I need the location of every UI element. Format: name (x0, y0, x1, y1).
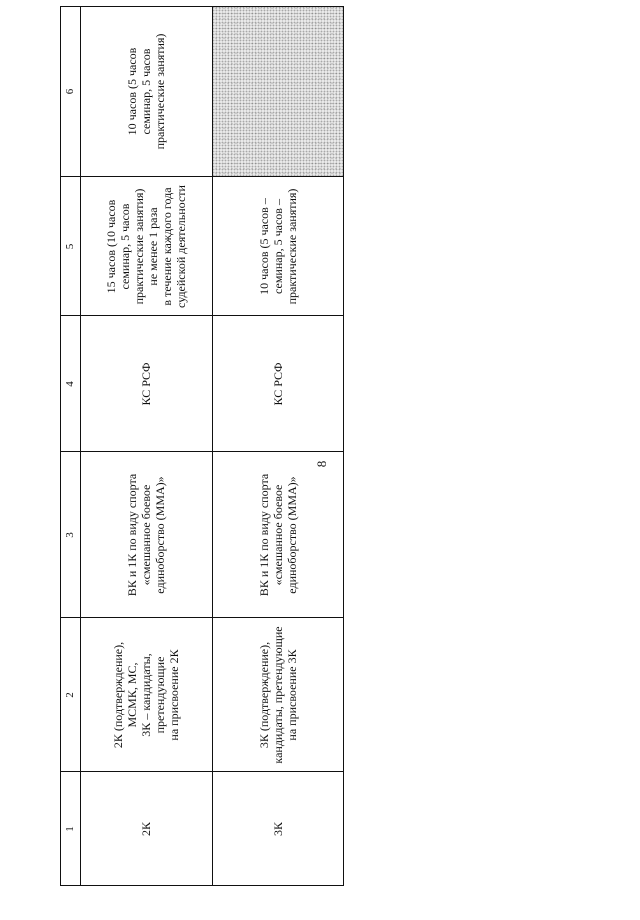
text-line: 2К (подтверждение), (111, 641, 125, 749)
text-line: 10 часов (5 часов (125, 47, 139, 136)
row-divider (212, 6, 213, 886)
requirements-table (60, 6, 344, 886)
text-line: на присвоение 2К (167, 649, 181, 741)
table-border-right (60, 6, 344, 7)
text-line: практические занятия) (153, 33, 167, 150)
column-divider (60, 771, 344, 772)
text-line: ВК и 1К по виду спорта (125, 473, 139, 597)
text-line: практические занятия) (132, 188, 146, 305)
text-line: «смешанное боевое (139, 484, 153, 586)
row2-col1-category: 3К (271, 822, 285, 837)
text-line: 3К – кандидаты, (139, 653, 153, 737)
row1-col4-organizer: КС РСФ (139, 362, 153, 406)
table-border-bottom (343, 6, 344, 886)
column-divider (60, 315, 344, 316)
row2-col2-applicants (212, 618, 344, 772)
column-divider (60, 617, 344, 618)
header-col-6: 6 (64, 88, 76, 95)
row2-col3-instructors (212, 452, 344, 618)
text-line: МСМК, МС, (125, 662, 139, 728)
header-col-4: 4 (64, 381, 76, 387)
text-line: не менее 1 раза (146, 207, 160, 286)
text-line: «смешанное боевое (271, 484, 285, 586)
text-line: в течение каждого года (160, 187, 174, 306)
text-line: семинар, 5 часов (118, 203, 132, 290)
text-line: единоборство (ММА)» (153, 476, 167, 594)
text-line: претендующие (153, 656, 167, 734)
text-line: семинар, 5 часов (139, 48, 153, 135)
page-number: 8 (314, 460, 329, 468)
row1-col1-category: 2К (139, 822, 153, 837)
column-divider (60, 451, 344, 452)
table-border-top (60, 6, 61, 886)
text-line: 15 часов (10 часов (104, 199, 118, 294)
text-line: кандидаты, претендующие (271, 626, 285, 764)
row1-col6-hours (80, 6, 212, 177)
table-border-left (60, 885, 344, 886)
row1-col2-applicants (80, 618, 212, 772)
shaded-empty-cell (212, 6, 344, 177)
header-col-3: 3 (64, 532, 76, 538)
text-line: на присвоение 3К (285, 649, 299, 741)
text-line: судейской деятельности (174, 185, 188, 308)
text-line: ВК и 1К по виду спорта (257, 473, 271, 597)
text-line: 3К (подтверждение), (257, 641, 271, 749)
text-line: единоборство (ММА)» (285, 476, 299, 594)
header-col-2: 2 (64, 692, 76, 698)
text-line: практические занятия) (285, 188, 299, 305)
text-line: семинар, 5 часов – (271, 199, 285, 294)
header-col-1: 1 (64, 826, 76, 832)
text-line: 10 часов (5 часов – (257, 198, 271, 295)
column-divider (60, 176, 344, 177)
header-col-5: 5 (64, 243, 76, 250)
row1-col5-hours (80, 177, 212, 316)
row2-col4-organizer: КС РСФ (271, 362, 285, 406)
header-divider (80, 6, 81, 886)
row2-col5-hours (212, 177, 344, 316)
row1-col3-instructors (80, 452, 212, 618)
